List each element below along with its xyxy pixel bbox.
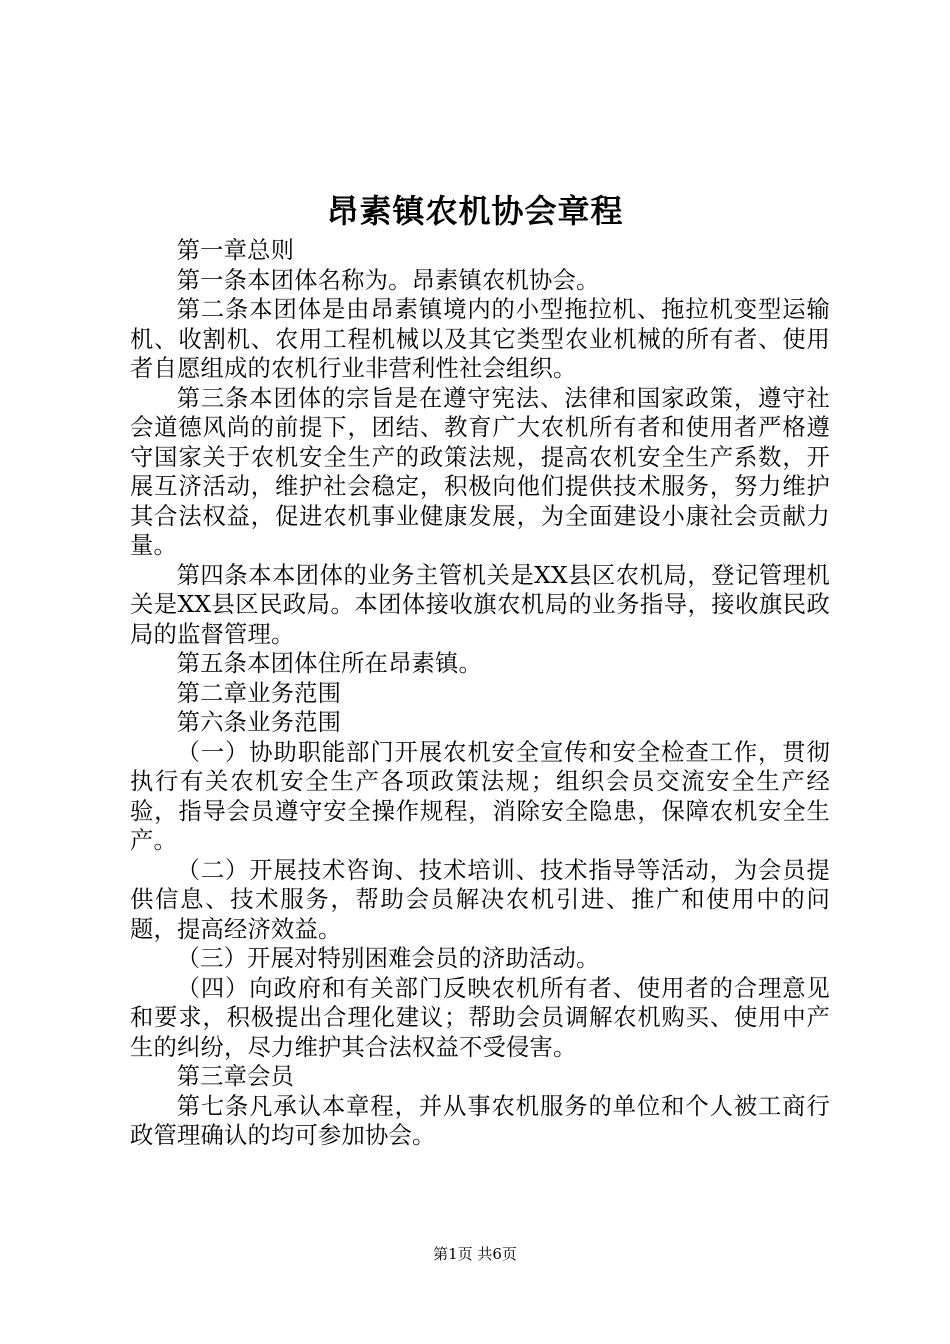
- page-footer: 第1页 共6页: [433, 1245, 517, 1263]
- paragraph: 第一条本团体名称为。昂素镇农机协会。: [176, 266, 600, 294]
- paragraph: 第五条本团体住所在昂素镇。: [176, 650, 483, 677]
- paragraph: 第三条本团体的宗旨是在遵守宪法、法律和国家政策，遵守社会道德风尚的前提下，团结、教育广大农机所有者和使用者严格遵守国家关于农机安全生产的政策法规，提高农机安全生产系数，开展互济活动，维护社会稳定，积极向他们提供技术服务，努力维护其合法权益，促进农机事业健康发展，为全面建设小康社会贡献力量。: [130, 384, 830, 559]
- paragraph: （四）向政府和有关部门反映农机所有者、使用者的合理意见和要求，积极提出合理化建议；帮助会员调解农机购买、使用中产生的纠纷，尽力维护其合法权益不受侵害。: [130, 974, 830, 1061]
- document-title: 昂素镇农机协会章程: [326, 192, 624, 230]
- paragraph: 第三章会员: [176, 1063, 295, 1090]
- document-body: [130, 236, 830, 1151]
- paragraph: 第二条本团体是由昂素镇境内的小型拖拉机、拖拉机变型运输机、收割机、农用工程机械以及其它类型农业机械的所有者、使用者自愿组成的农机行业非营利性社会组织。: [130, 296, 830, 382]
- paragraph: （二）开展技术咨询、技术培训、技术指导等活动，为会员提供信息、技术服务，帮助会员解决农机引进、推广和使用中的问题，提高经济效益。: [130, 856, 830, 943]
- paragraph: 第二章业务范围: [176, 679, 342, 707]
- paragraph: 第七条凡承认本章程，并从事农机服务的单位和个人被工商行政管理确认的均可参加协会。: [130, 1092, 830, 1149]
- paragraph: 第一章总则: [176, 237, 295, 264]
- paragraph: 第六条业务范围: [176, 709, 342, 736]
- paragraph: （一）协助职能部门开展农机安全宣传和安全检查工作，贯彻执行有关农机安全生产各项政策法规；组织会员交流安全生产经验，指导会员遵守安全操作规程，消除安全隐患，保障农机安全生产。: [130, 738, 830, 854]
- paragraph: 第四条本本团体的业务主管机关是XX县区农机局，登记管理机关是XX县区民政局。本团体接收旗农机局的业务指导，接收旗民政局的监督管理。: [130, 561, 830, 648]
- paragraph: （三）开展对特别困难会员的济助活动。: [176, 945, 600, 972]
